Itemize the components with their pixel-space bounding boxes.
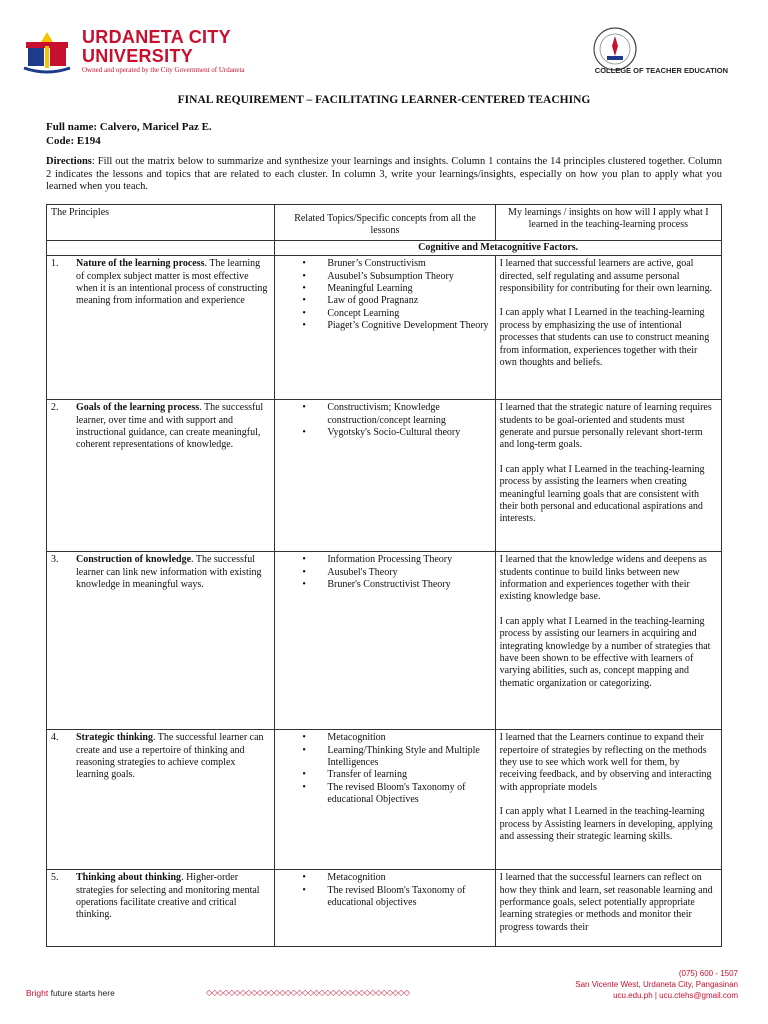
topic-list [279,732,490,806]
list-item: • Ausubel’s Subsumption Theory [327,271,490,283]
principles-matrix [46,204,722,947]
table-row: 3. Construction of knowledge. The successful learner can link new information with existing knowledge in meaningful ways. • Information Processing Theory • Ausubel's Theory • Bruner's Constructivist Theory I learned that the knowledge widens and deepens as students continue to build links between new information and experiences together with their existing knowledge base. I can apply what I Learned in the teaching-learning process by assisting our learners in acquiring and integrating knowledge by a number of strategies that have been shown to be effective with learners of varying abilities, such as, concept mapping and thematic organization or categorizing. [47,552,722,730]
table-row: 2. Goals of the learning process. The successful learner, over time and with support and instructional guidance, can create meaningful, coherent representations of knowledge. • Constructivism; Knowledge construction/concept learning • Vygotsky's Socio-Cultural theory I learned that the strategic nature of learning requires students to be goal-oriented and students must generate and pursue personally relevant short-term and long-term goals. I can apply what I Learned in the teaching-learning process by assisting the learners when creating meaningful learning goals that are consistent with their both personal and educational aspirations and interests. [47,400,722,552]
header-learnings: My learnings / insights on how will I apply what I learned in the teaching-learning process [495,205,721,241]
university-subtitle: Owned and operated by the City Government of Urdaneta [82,66,245,74]
directions [46,156,722,194]
topic-list [279,402,490,439]
cluster-label: Cognitive and Metacognitive Factors. [275,240,722,255]
directions-label: Directions [46,156,92,167]
learning-text: I learned that the knowledge widens and deepens as students continue to build links between new information and experiences together with their existing knowledge base. [499,554,707,603]
list-item: • Transfer of learning [327,769,490,781]
student-code: Code: E194 [46,135,101,147]
list-item: • Metacognition [327,732,490,744]
learning-text: I learned that the strategic nature of learning requires students to be goal-oriented and students must generate and pursue personally relevant short-term and long-term goals. [499,402,712,451]
list-item: • Meaningful Learning [327,283,490,295]
list-item: • Learning/Thinking Style and Multiple Intelligences [327,745,490,770]
footer-web: ucu.edu.ph | ucu.ctehs@gmail.com [613,991,738,1000]
learning-text: I learned that the Learners continue to expand their repertoire of strategies by reflecting on the methods they use to see which work well for them, by receiving feedback, and by observing and interacting with appropriate models [499,732,712,793]
topic-list [279,872,490,909]
cluster-row [47,240,722,255]
list-item: • Vygotsky's Socio-Cultural theory [327,427,490,439]
learning-text: I learned that the successful learners can reflect on how they think and learn, set reasonable learning and performance goals, select potentially appropriate learning strategies or methods and monitor their progress towards their [499,872,713,933]
list-item: • The revised Bloom's Taxonomy of educational Objectives [327,782,490,807]
table-row: 4. Strategic thinking. The successful learner can create and use a repertoire of thinking and reasoning strategies to achieve complex learning goals. • Metacognition • Learning/Thinking Style and Multiple Intelligences • Transfer of learning • The revised Bloom's Taxonomy of educational Objectives I learned that the Learners continue to expand their repertoire of strategies by reflecting on the methods they use to see which work well for them, by receiving feedback, and by observing and interacting with appropriate models I can apply what I Learned in the teaching-learning process by Assisting learners in developing, applying and assessing their strategic learning skills. [47,730,722,870]
list-item: • Constructivism; Knowledge construction/concept learning [327,402,490,427]
footer-decoration: ◇◇◇◇◇◇◇◇◇◇◇◇◇◇◇◇◇◇◇◇◇◇◇◇◇◇◇◇◇◇◇◇◇◇◇◇ [206,988,410,997]
learning-text: I learned that successful learners are active, goal directed, self regulating and assume personal responsibility for contributing for their own learning. [499,258,713,295]
table-header-row [47,205,722,241]
footer-contact [575,968,738,1001]
apply-text: I can apply what I Learned in the teaching-learning process by emphasizing the use of intentional processes that students can use to construct meaning from information, experiences together with their own thoughts and beliefs. [499,307,710,369]
list-item: • The revised Bloom's Taxonomy of educational objectives [327,885,490,910]
page-footer [0,964,768,1024]
directions-text: : Fill out the matrix below to summarize and synthesize your learnings and insights. Column 1 contains the 14 principles clustered together. Column 2 indicates the lessons and topics that are related to each cluster. In column 3, write your learnings/insights, especially on how you plan to apply what you learned when you teach. [46,156,722,192]
apply-text: I can apply what I Learned in the teaching-learning process by assisting our learners in acquiring and integrating knowledge by a number of strategies that have been shown to be effective with learners of varying abilities, such as, concept mapping and thematic organization or categorizing. [499,615,711,689]
topic-list [279,258,490,332]
page-header [20,26,728,82]
list-item: • Bruner’s Constructivism [327,258,490,270]
list-item: • Concept Learning [327,308,490,320]
list-item: • Bruner's Constructivist Theory [327,579,490,591]
footer-phone: (075) 600 - 1507 [678,969,738,978]
document-title: FINAL REQUIREMENT – FACILITATING LEARNER-CENTERED TEACHING [177,94,591,106]
topic-list [279,554,490,591]
list-item: • Information Processing Theory [327,554,490,566]
header-principles: The Principles [47,205,275,241]
student-info [46,120,212,148]
university-name: URDANETA CITY UNIVERSITY [82,27,231,66]
header-topics: Related Topics/Specific concepts from all the lessons [275,205,495,241]
footer-tagline: Bright future starts here [26,988,115,998]
college-name: COLLEGE OF TEACHER EDUCATION [594,66,728,75]
footer-address: San Vicente West, Urdaneta City, Pangasinan [575,980,738,989]
table-row: 1. Nature of the learning process. The learning of complex subject matter is most effective when it is an intentional process of constructing meaning from information and experience • Bruner’s Constructivism • Ausubel’s Subsumption Theory • Meaningful Learning • Law of good Pragnanz • Concept Learning • Piaget’s Cognitive Development Theory I learned that successful learners are active, goal directed, self regulating and assume personal responsibility for contributing for their own learning. I can apply what I Learned in the teaching-learning process by emphasizing the use of intentional processes that students can use to construct meaning from information, experiences together with their own thoughts and beliefs. [47,256,722,400]
apply-text: I can apply what I Learned in the teaching-learning process by Assisting learners in developing, applying and assessing their strategic learning skills. [499,806,713,843]
list-item: • Law of good Pragnanz [327,295,490,307]
full-name: Full name: Calvero, Maricel Paz E. [46,121,212,133]
apply-text: I can apply what I Learned in the teaching-learning process by assisting the learners when creating meaningful learning goals that are consistent with their both personal and educational aspirations and interests. [499,463,705,525]
university-logo-icon [20,28,74,78]
list-item: • Ausubel's Theory [327,567,490,579]
list-item: • Metacognition [327,872,490,884]
table-row: 5. Thinking about thinking. Higher-order strategies for selecting and monitoring mental operations facilitate creative and critical thinking. • Metacognition • The revised Bloom's Taxonomy of educational objectives I learned that the successful learners can reflect on how they think and learn, set reasonable learning and performance goals, select potentially appropriate learning strategies or methods and monitor their progress towards their [47,870,722,947]
list-item: • Piaget’s Cognitive Development Theory [327,320,490,332]
